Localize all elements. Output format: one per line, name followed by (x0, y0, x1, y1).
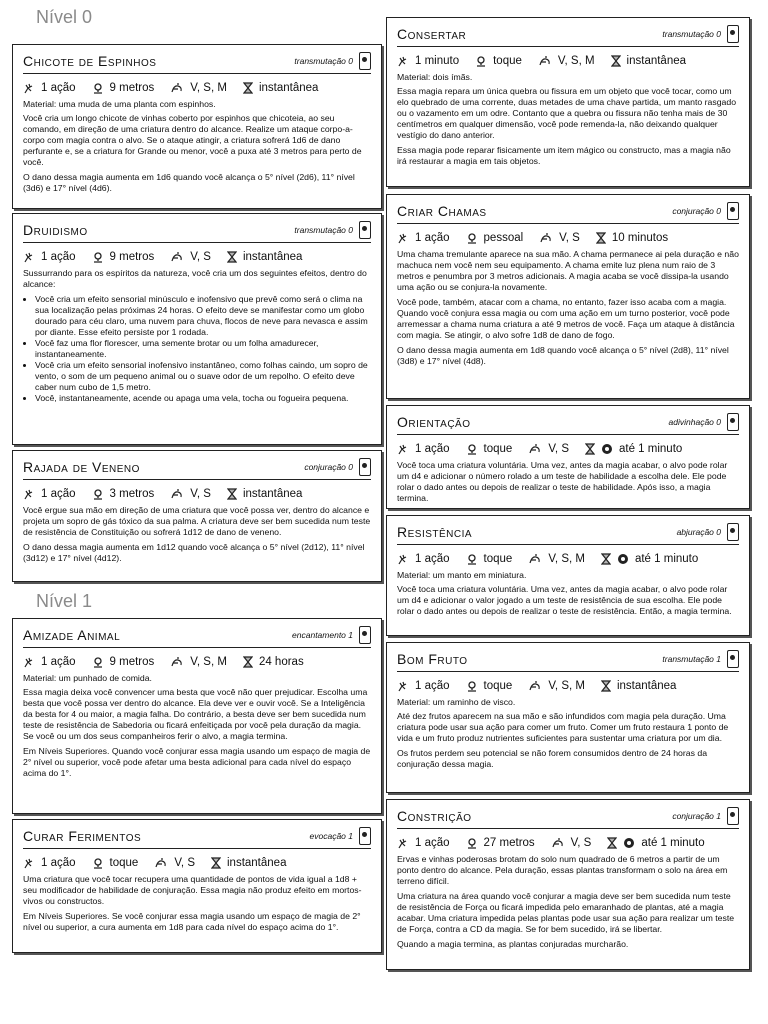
list-item: • Você, instantaneamente, acende ou apaga uma vela, tocha ou fogueira pequena. (35, 393, 371, 404)
components (528, 443, 569, 455)
spell-title: Resistência (397, 524, 473, 540)
concentration-icon (623, 837, 635, 849)
duration-value: instantânea (242, 488, 303, 500)
hourglass-icon (611, 55, 621, 67)
book-icon (727, 523, 739, 541)
range (92, 82, 155, 94)
components-value: V, S (548, 443, 569, 455)
components-value: V, S (190, 251, 211, 263)
book-icon (359, 458, 371, 476)
pin-icon (92, 656, 104, 668)
duration (601, 680, 676, 692)
duration-value: instantânea (626, 55, 687, 67)
spell-description: Você ergue sua mão em direção de uma criatura que você possa ver, dentro do alcance e projeta um sopro de gás tóxico da sua palma. A criatura deve ser bem sucedida num teste de resistência de Constituição ou sofrerá 1d12 de dano de veneno. (23, 505, 371, 537)
spell-description: Essa magia repara um única quebra ou fissura em um objeto que você tocar, como um elo quebrado de uma corrente, duas metades de uma chave partida, um manto rasgado ou o vazamento em um odre. Contanto que a quebra ou fissura não tenha mais de 30 centímetros em qualquer dimensão, você pode remenda-la, não deixando qualquer vestígio do dano anterior. (397, 86, 737, 140)
casting-time (397, 680, 450, 692)
spell-scaling: O dano dessa magia aumenta em 1d12 quando você alcança o 5° nível (2d12), 11° nível (3d12) e 17° nível (4d12). (23, 542, 365, 563)
range (92, 857, 139, 869)
casting-time (397, 553, 450, 565)
duration-value: instantânea (616, 680, 677, 692)
casting-time (397, 232, 450, 244)
spell-title: Chicote de Espinhos (23, 53, 157, 69)
spell-scaling: Em Níveis Superiores. Quando você conjurar essa magia usando um espaço de magia de 2° nível ou superior, você pode afetar uma besta adicional para cada nível do espaço acima do 1°. (23, 746, 371, 778)
spell-school: encantamento 1 (292, 630, 353, 640)
range (92, 251, 155, 263)
spell-school: abjuração 0 (676, 527, 721, 537)
book-icon (359, 827, 371, 845)
spell-properties (397, 675, 739, 697)
spell-properties (397, 227, 739, 249)
spell-properties (23, 852, 371, 874)
range-value: 27 metros (483, 837, 535, 849)
components (539, 232, 580, 244)
range (475, 55, 522, 67)
spell-properties (23, 246, 371, 268)
spell-scaling: O dano dessa magia aumenta em 1d8 quando você alcança o 5° nível (2d8), 11° nível (3d8) e 17° nível (4d8). (397, 345, 729, 366)
pin-icon (466, 680, 478, 692)
level-heading: Nível 0 (36, 7, 93, 27)
casting-time (23, 488, 76, 500)
casting-time (23, 251, 76, 263)
hourglass-icon (585, 443, 595, 455)
casting-time-value: 1 ação (415, 443, 450, 455)
spell-title: Criar Chamas (397, 203, 487, 219)
card-header (23, 623, 371, 648)
spell-title: Druidismo (23, 222, 88, 238)
effect-list (23, 294, 371, 404)
book-icon (727, 807, 739, 825)
components (154, 857, 195, 869)
duration (227, 251, 302, 263)
card-header (397, 410, 739, 435)
spell-card-curar (12, 819, 382, 953)
spell-school: transmutação 0 (294, 225, 353, 235)
components-icon (538, 55, 552, 67)
list-item: • Você cria um efeito sensorial minúsculo e inofensivo que prevê como será o clima na sua localização pelas próximas 24 horas. O efeito deve se manifestar como um globo dourado para céu claro, uma nuvem para chuva, flocos de neve para nevasca e assim por diante. Esse efeito persiste por 1 rodada. (35, 294, 371, 338)
range-value: 3 metros (109, 488, 155, 500)
book-icon (727, 413, 739, 431)
spell-scaling: O dano dessa magia aumenta em 1d6 quando você alcança o 5° nível (2d6), 11° nível (3d6) e 17° nível (4d6). (23, 172, 355, 193)
components-icon (551, 837, 565, 849)
spell-title: Constrição (397, 808, 472, 824)
range-value: toque (109, 857, 139, 869)
components (528, 553, 585, 565)
duration-value: até 1 minuto (634, 553, 699, 565)
spell-school: transmutação 0 (662, 29, 721, 39)
card-header (397, 647, 739, 672)
range-value: toque (493, 55, 522, 67)
components (170, 82, 227, 94)
components (528, 680, 585, 692)
hourglass-icon (601, 680, 611, 692)
spell-school: conjuração 1 (672, 811, 721, 821)
spell-description-2: Você pode, também, atacar com a chama, no entanto, fazer isso acaba com a magia. Quando você conjura essa magia ou com uma ação em um turno posterior, você pode arremessar a chama numa criatura a até 9 metros de você. Faça um ataque à distância com magia. Se atingir, o alvo sofre 1d8 de dano de fogo. (397, 297, 735, 340)
range (466, 553, 513, 565)
spell-title: Rajada de Veneno (23, 459, 140, 475)
casting-time-value: 1 ação (415, 553, 450, 565)
components-value: V, S (570, 837, 592, 849)
hourglass-icon (596, 232, 606, 244)
spell-material: Material: um raminho de visco. (397, 697, 516, 707)
spell-school: conjuração 0 (304, 462, 353, 472)
pin-icon (92, 488, 104, 500)
duration-value: instantânea (227, 857, 287, 869)
spell-description: Uma chama tremulante aparece na sua mão. A chama permanece ai pela duração e não machuca nem você nem seu equipamento. A chama emite luz plena num raio de 3 metros e penumbra por 3 metros adicionais. A magia acaba se você dissipa-la usando uma ação ou se conjura-la novamente. (397, 249, 739, 292)
range (466, 837, 535, 849)
card-header (397, 804, 739, 829)
components-icon (170, 656, 184, 668)
casting-time (397, 443, 450, 455)
pin-icon (466, 443, 478, 455)
pin-icon (92, 251, 104, 263)
spell-school: conjuração 0 (672, 206, 721, 216)
components-icon (154, 857, 168, 869)
concentration-icon (617, 553, 629, 565)
casting-time (397, 55, 459, 67)
spell-school: transmutação 1 (662, 654, 721, 664)
pin-icon (466, 553, 478, 565)
hand-icon (23, 251, 35, 263)
components-value: V, S (190, 488, 211, 500)
components (170, 656, 227, 668)
spell-properties (23, 651, 371, 673)
spell-description: Ervas e vinhas poderosas brotam do solo num quadrado de 6 metros a partir de um ponto dentro do alcance. Pela duração, essas plantas transformam o solo na área em terreno difícil. (397, 854, 728, 886)
list-item: • Você cria um efeito sensorial inofensivo instantâneo, como folhas caindo, um sopro de vento, o som de um pequeno animal ou o suave odor de um repolho. O efeito deve caber num cubo de 1,5 metro. (35, 360, 371, 393)
range-value: 9 metros (109, 82, 155, 94)
book-icon (727, 25, 739, 43)
range (466, 680, 513, 692)
components (170, 251, 211, 263)
spell-description: Você toca uma criatura voluntária. Uma vez, antes da magia acabar, o alvo pode rolar um d4 e adicionar o valor jogado a um teste de resistência de sua escolha. Ele pode rolar o dado antes ou depois de realizar o teste de resistência. Então, a magia termina. (397, 584, 732, 616)
spell-card-chicote (12, 44, 382, 209)
range-value: pessoal (483, 232, 524, 244)
spell-description-2: Os frutos perdem seu potencial se não forem consumidos dentro de 24 horas da conjuração dessa magia. (397, 748, 708, 769)
spell-card-orientacao (386, 405, 750, 509)
duration (227, 488, 302, 500)
hand-icon (23, 82, 35, 94)
hand-icon (397, 55, 409, 67)
pin-icon (466, 232, 478, 244)
duration (601, 553, 698, 565)
components-value: V, S, M (190, 82, 227, 94)
components-icon (528, 680, 542, 692)
hand-icon (23, 656, 35, 668)
components-value: V, S, M (548, 680, 585, 692)
spell-title: Curar Ferimentos (23, 828, 142, 844)
spell-card-amizade (12, 618, 382, 814)
spell-title: Amizade Animal (23, 627, 121, 643)
hourglass-icon (211, 857, 221, 869)
components-icon (539, 232, 553, 244)
spell-properties (397, 832, 739, 854)
hand-icon (397, 232, 409, 244)
spell-description: Uma criatura que você tocar recupera uma quantidade de pontos de vida igual a 1d8 + seu modificador de habilidade de conjuração. Essa magia não produz efeito em mortos-vivos ou constructos. (23, 874, 362, 906)
spell-description-2: Uma criatura na área quando você conjurar a magia deve ser bem sucedida num teste de resistência de Força ou ficará impedida pelo emaranhado de plantas, até a magia acabar. Uma criatura impedida pelas plantas pode usar sua ação para realizar um teste de Força, contra a CD da magia. Se for bem sucedido, irá se libertar. (397, 891, 735, 934)
card-header (23, 455, 371, 480)
range-value: 9 metros (109, 656, 155, 668)
spell-card-consertar (386, 17, 750, 187)
hand-icon (397, 443, 409, 455)
casting-time-value: 1 ação (41, 656, 76, 668)
spell-properties (397, 438, 739, 460)
spell-school: evocação 1 (309, 831, 353, 841)
casting-time (23, 82, 76, 94)
book-icon (727, 202, 739, 220)
spell-material: Material: dois ímãs. (397, 72, 473, 82)
duration-value: até 1 minuto (619, 443, 683, 455)
casting-time (23, 857, 76, 869)
hand-icon (23, 857, 35, 869)
hourglass-icon (607, 837, 617, 849)
casting-time-value: 1 ação (41, 251, 76, 263)
book-icon (359, 52, 371, 70)
pin-icon (92, 82, 104, 94)
spell-description: Você cria um longo chicote de vinhas coberto por espinhos que chicoteia, ao seu comando, em direção de uma criatura dentro do alcance. Realize um ataque corpo-a- corpo com magia contra o alvo. Se o ataque atingir, a criatura sofrerá 1d6 de dano perfurante e, se a criatura for Grande ou menor, você a puxa até 3 metros para perto de você. (23, 113, 362, 167)
spell-card-rajada (12, 450, 382, 582)
components-icon (170, 251, 184, 263)
spell-properties (397, 50, 739, 72)
duration (243, 656, 304, 668)
hourglass-icon (227, 488, 237, 500)
components (538, 55, 595, 67)
components (551, 837, 592, 849)
book-icon (359, 626, 371, 644)
spell-card-resistencia (386, 515, 750, 636)
duration-value: 24 horas (258, 656, 304, 668)
pin-icon (92, 857, 104, 869)
spell-description-3: Quando a magia termina, as plantas conjuradas murcharão. (397, 939, 629, 949)
spell-school: transmutação 0 (294, 56, 353, 66)
spell-description: Você toca uma criatura voluntária. Uma vez, antes da magia acabar, o alvo pode rolar um d4 e adicionar o número rolado a um teste de habilidade a escolha dele. Ele pode rolar o dado antes ou depois de realizar o teste de habilidade. Após isso, a magia termina. (397, 460, 728, 503)
spell-title: Consertar (397, 26, 467, 42)
duration (211, 857, 286, 869)
concentration-icon (601, 443, 613, 455)
range (466, 232, 524, 244)
hand-icon (397, 837, 409, 849)
range-value: toque (483, 680, 513, 692)
casting-time-value: 1 ação (415, 680, 450, 692)
spell-description: Essa magia deixa você convencer uma besta que você não quer prejudicar. Escolha uma besta que você possa ver dentro do alcance. Ela deve ver e ouvir você. Se a Inteligência da besta for 4 ou maior, a magia falha. Do contrário, a besta deve ser bem sucedida num teste de resistência de Sabedoria ou ficará enfeitiçada por você pela duração da magia. Se você ou um dos seus companheiros ferir o alvo, a magia termina. (23, 687, 368, 741)
pin-icon (466, 837, 478, 849)
components-icon (528, 443, 542, 455)
card-header (397, 199, 739, 224)
spell-properties (23, 77, 371, 99)
casting-time-value: 1 minuto (415, 55, 460, 67)
spell-description-2: Essa magia pode reparar fisicamente um item mágico ou constructo, mas a magia não irá restaurar a magia em tais objetos. (397, 145, 731, 166)
casting-time-value: 1 ação (415, 837, 450, 849)
components-icon (528, 553, 542, 565)
duration-value: 10 minutos (611, 232, 669, 244)
duration (611, 55, 686, 67)
hourglass-icon (243, 656, 253, 668)
card-header (23, 824, 371, 849)
components-value: V, S, M (548, 553, 585, 565)
duration (585, 443, 682, 455)
range (92, 656, 155, 668)
card-header (397, 520, 739, 545)
range (466, 443, 513, 455)
card-header (23, 218, 371, 243)
hand-icon (23, 488, 35, 500)
range-value: toque (483, 553, 513, 565)
duration (243, 82, 318, 94)
components (170, 488, 211, 500)
spell-material: Material: um punhado de comida. (23, 673, 152, 683)
duration-value: instantânea (242, 251, 303, 263)
duration (596, 232, 668, 244)
spell-school: adivinhação 0 (668, 417, 721, 427)
spell-properties (397, 548, 739, 570)
list-item: • Você faz uma flor florescer, uma semente brotar ou um folha amadurecer, instantaneamente. (35, 338, 371, 360)
casting-time-value: 1 ação (41, 488, 76, 500)
casting-time (23, 656, 76, 668)
hand-icon (397, 553, 409, 565)
spell-title: Bom Fruto (397, 651, 468, 667)
spell-properties (23, 483, 371, 505)
spell-card-bom-fruto (386, 642, 750, 793)
duration (607, 837, 704, 849)
spell-scaling: Em Níveis Superiores. Se você conjurar essa magia usando um espaço de magia de 2° nível ou superior, a cura aumenta em 1d8 para cada nível do espaço acima do 1°. (23, 911, 361, 932)
hourglass-icon (227, 251, 237, 263)
range-value: toque (483, 443, 513, 455)
spell-card-criar-chamas (386, 194, 750, 399)
components-value: V, S, M (190, 656, 227, 668)
spell-card-druidismo (12, 213, 382, 445)
hourglass-icon (601, 553, 611, 565)
casting-time-value: 1 ação (415, 232, 450, 244)
card-header (397, 22, 739, 47)
pin-icon (475, 55, 487, 67)
spell-card-constricao (386, 799, 750, 970)
casting-time (397, 837, 450, 849)
components-value: V, S, M (557, 55, 595, 67)
book-icon (727, 650, 739, 668)
components-icon (170, 82, 184, 94)
card-header (23, 49, 371, 74)
left-column (12, 0, 382, 932)
casting-time-value: 1 ação (41, 82, 76, 94)
components-value: V, S (174, 857, 195, 869)
hand-icon (397, 680, 409, 692)
range (92, 488, 155, 500)
range-value: 9 metros (109, 251, 155, 263)
spell-description: Sussurrando para os espíritos da natureza, você cria um dos seguintes efeitos, dentro do alcance: (23, 268, 367, 289)
duration-value: instantânea (258, 82, 319, 94)
book-icon (359, 221, 371, 239)
hourglass-icon (243, 82, 253, 94)
level-heading: Nível 1 (36, 591, 93, 611)
duration-value: até 1 minuto (641, 837, 705, 849)
spell-material: Material: um manto em miniatura. (397, 570, 527, 580)
spell-description: Até dez frutos aparecem na sua mão e são infundidos com magia pela duração. Uma criatura pode usar sua ação para comer um fruto. Comer um fruto restaura 1 ponto de vida e um fruto produz nutrientes suficientes para sustentar uma criatura por um dia. (397, 711, 729, 743)
components-icon (170, 488, 184, 500)
components-value: V, S (559, 232, 580, 244)
spell-material: Material: uma muda de uma planta com espinhos. (23, 99, 216, 109)
casting-time-value: 1 ação (41, 857, 76, 869)
spell-title: Orientação (397, 414, 471, 430)
